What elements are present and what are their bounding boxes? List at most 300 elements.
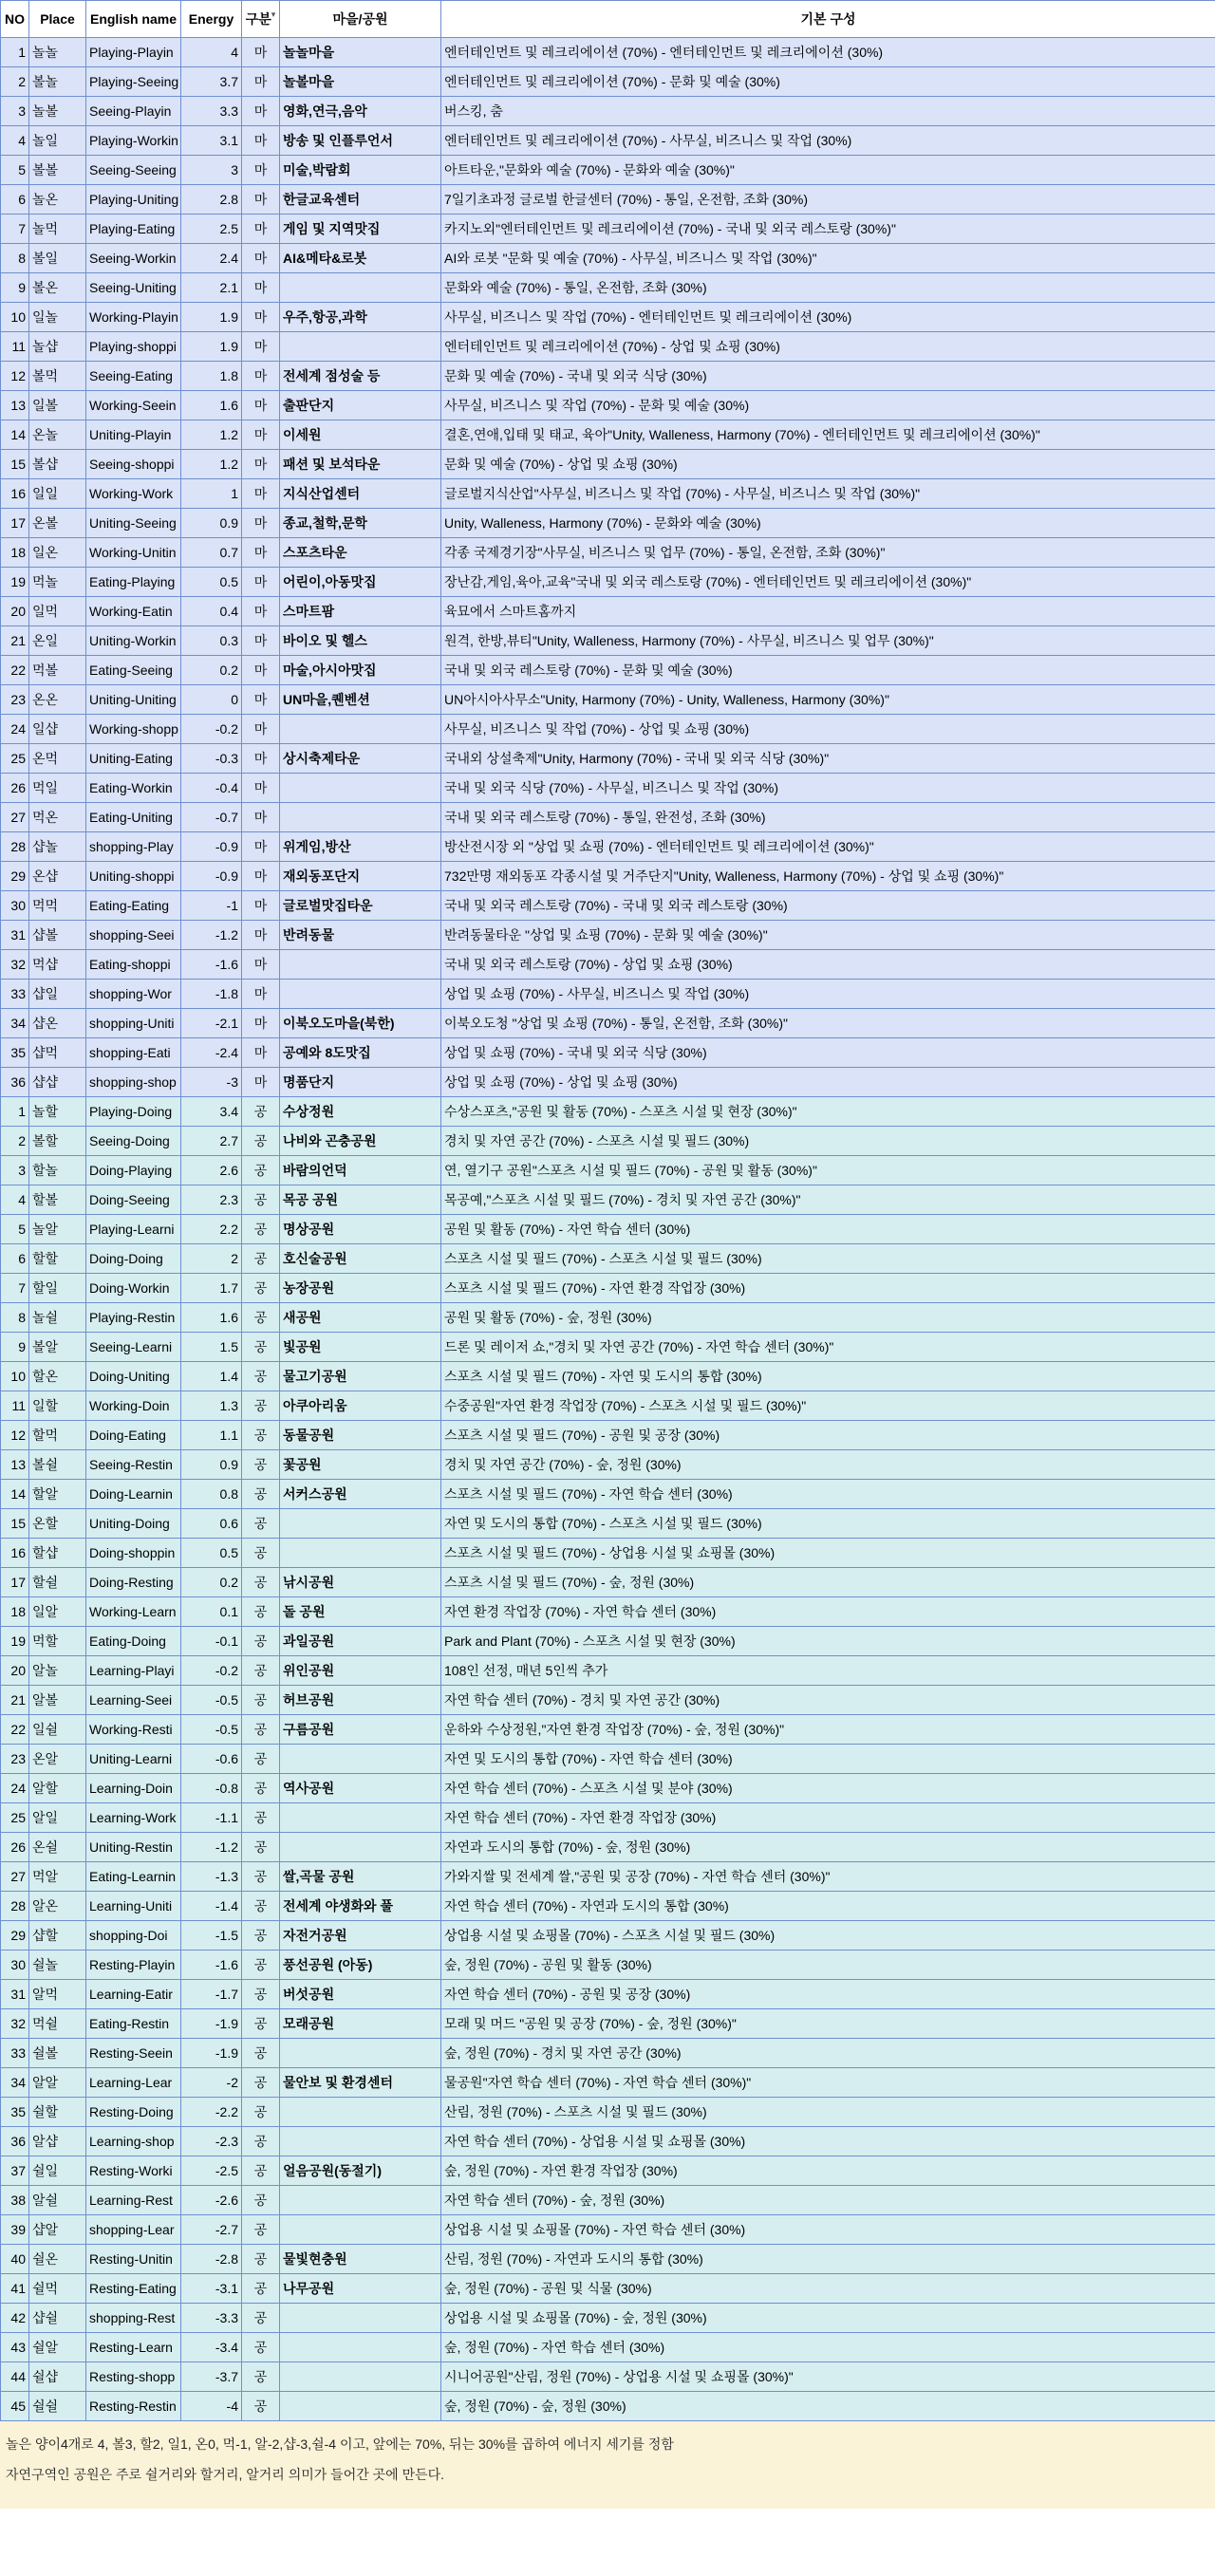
cell-type[interactable]: 공 (242, 1421, 280, 1450)
cell-energy[interactable]: -1.2 (181, 921, 242, 950)
cell-place[interactable]: 알일 (29, 1803, 86, 1833)
cell-energy[interactable]: 0.5 (181, 1539, 242, 1568)
cell-area[interactable]: 놀볼마을 (280, 67, 441, 97)
cell-no[interactable]: 11 (1, 1391, 29, 1421)
cell-energy[interactable]: -0.3 (181, 744, 242, 774)
cell-type[interactable]: 공 (242, 1568, 280, 1597)
table-row[interactable] (1, 803, 1215, 832)
cell-composition[interactable]: 산림, 정원 (70%) - 자연과 도시의 통합 (30%) (441, 2245, 1215, 2274)
cell-composition[interactable]: 사무실, 비즈니스 및 작업 (70%) - 엔터테인먼트 및 레크리에이션 (30%) (441, 303, 1215, 332)
cell-english-name[interactable]: Learning-Rest (86, 2186, 181, 2215)
cell-energy[interactable]: 0.2 (181, 656, 242, 685)
cell-no[interactable]: 40 (1, 2245, 29, 2274)
cell-energy[interactable]: 1.1 (181, 1421, 242, 1450)
table-row[interactable] (1, 950, 1215, 980)
cell-composition[interactable]: 자연과 도시의 통합 (70%) - 숲, 정원 (30%) (441, 1833, 1215, 1862)
cell-composition[interactable]: 숲, 정원 (70%) - 자연 학습 센터 (30%) (441, 2333, 1215, 2362)
cell-energy[interactable]: 1.6 (181, 391, 242, 420)
cell-type[interactable]: 공 (242, 1097, 280, 1127)
cell-place[interactable]: 쉴알 (29, 2333, 86, 2362)
cell-no[interactable]: 15 (1, 450, 29, 479)
cell-area[interactable]: 얼음공원(동절기) (280, 2156, 441, 2186)
cell-composition[interactable]: 국내 및 외국 레스토랑 (70%) - 국내 및 외국 레스토랑 (30%) (441, 891, 1215, 921)
cell-area[interactable]: 바람의언덕 (280, 1156, 441, 1185)
cell-place[interactable]: 온일 (29, 626, 86, 656)
cell-energy[interactable]: -1.8 (181, 980, 242, 1009)
cell-type[interactable]: 마 (242, 215, 280, 244)
table-row[interactable] (1, 1068, 1215, 1097)
cell-place[interactable]: 할일 (29, 1274, 86, 1303)
table-row[interactable] (1, 2274, 1215, 2304)
cell-english-name[interactable]: Learning-shop (86, 2127, 181, 2156)
cell-area[interactable]: 영화,연극,음악 (280, 97, 441, 126)
cell-area[interactable] (280, 950, 441, 980)
cell-place[interactable]: 볼일 (29, 244, 86, 273)
cell-composition[interactable]: 자연 학습 센터 (70%) - 자연 환경 작업장 (30%) (441, 1803, 1215, 1833)
cell-no[interactable]: 18 (1, 538, 29, 568)
cell-type[interactable]: 마 (242, 1009, 280, 1038)
cell-type[interactable]: 공 (242, 1951, 280, 1980)
cell-area[interactable]: 모래공원 (280, 2009, 441, 2039)
cell-energy[interactable]: -3.1 (181, 2274, 242, 2304)
cell-place[interactable]: 샵먹 (29, 1038, 86, 1068)
header-english-name[interactable]: English name (86, 1, 181, 38)
cell-no[interactable]: 14 (1, 1480, 29, 1509)
cell-type[interactable]: 공 (242, 1391, 280, 1421)
table-row[interactable] (1, 1568, 1215, 1597)
cell-place[interactable]: 놀쉴 (29, 1303, 86, 1333)
cell-energy[interactable]: 1.5 (181, 1333, 242, 1362)
cell-composition[interactable]: 스포츠 시설 및 필드 (70%) - 자연 및 도시의 통합 (30%) (441, 1362, 1215, 1391)
cell-place[interactable]: 알먹 (29, 1980, 86, 2009)
cell-place[interactable]: 일샵 (29, 715, 86, 744)
cell-place[interactable]: 볼샵 (29, 450, 86, 479)
cell-composition[interactable]: 각종 국제경기장"사무실, 비즈니스 및 업무 (70%) - 통일, 온전함, 조화 (30%)" (441, 538, 1215, 568)
cell-energy[interactable]: 0.9 (181, 509, 242, 538)
cell-area[interactable] (280, 2127, 441, 2156)
cell-area[interactable]: 아쿠아리움 (280, 1391, 441, 1421)
header-area[interactable]: 마을/공원 (280, 1, 441, 38)
cell-area[interactable]: 우주,항공,과학 (280, 303, 441, 332)
cell-place[interactable]: 놀샵 (29, 332, 86, 362)
cell-no[interactable]: 22 (1, 656, 29, 685)
cell-type[interactable]: 공 (242, 1892, 280, 1921)
cell-english-name[interactable]: Working-Resti (86, 1715, 181, 1745)
cell-english-name[interactable]: Seeing-Eating (86, 362, 181, 391)
cell-no[interactable]: 29 (1, 862, 29, 891)
table-row[interactable] (1, 832, 1215, 862)
cell-energy[interactable]: -2.3 (181, 2127, 242, 2156)
cell-type[interactable]: 공 (242, 1156, 280, 1185)
cell-energy[interactable]: 1 (181, 479, 242, 509)
cell-energy[interactable]: 3.3 (181, 97, 242, 126)
cell-type[interactable]: 마 (242, 156, 280, 185)
cell-area[interactable]: 방송 및 인플루언서 (280, 126, 441, 156)
cell-area[interactable] (280, 715, 441, 744)
cell-english-name[interactable]: Uniting-Playin (86, 420, 181, 450)
cell-no[interactable]: 20 (1, 1656, 29, 1686)
cell-energy[interactable]: -0.4 (181, 774, 242, 803)
table-row[interactable] (1, 921, 1215, 950)
table-row[interactable] (1, 2127, 1215, 2156)
cell-english-name[interactable]: shopping-Seei (86, 921, 181, 950)
cell-composition[interactable]: 스포츠 시설 및 필드 (70%) - 상업용 시설 및 쇼핑몰 (30%) (441, 1539, 1215, 1568)
cell-place[interactable]: 쉴온 (29, 2245, 86, 2274)
table-row[interactable] (1, 744, 1215, 774)
cell-english-name[interactable]: Playing-Learni (86, 1215, 181, 1244)
cell-energy[interactable]: -2.7 (181, 2215, 242, 2245)
cell-english-name[interactable]: Playing-Seeing (86, 67, 181, 97)
cell-type[interactable]: 마 (242, 597, 280, 626)
cell-place[interactable]: 온샵 (29, 862, 86, 891)
cell-area[interactable]: 자전거공원 (280, 1921, 441, 1951)
cell-energy[interactable]: -0.2 (181, 715, 242, 744)
cell-type[interactable]: 마 (242, 1068, 280, 1097)
cell-place[interactable]: 볼볼 (29, 156, 86, 185)
cell-place[interactable]: 놀온 (29, 185, 86, 215)
cell-type[interactable]: 공 (242, 1274, 280, 1303)
cell-english-name[interactable]: Seeing-Learni (86, 1333, 181, 1362)
cell-english-name[interactable]: Working-Doin (86, 1391, 181, 1421)
cell-area[interactable]: 버섯공원 (280, 1980, 441, 2009)
cell-english-name[interactable]: Working-Playin (86, 303, 181, 332)
cell-english-name[interactable]: Eating-Eating (86, 891, 181, 921)
cell-composition[interactable]: 문화와 예술 (70%) - 통일, 온전함, 조화 (30%) (441, 273, 1215, 303)
cell-energy[interactable]: -2.2 (181, 2098, 242, 2127)
cell-composition[interactable]: 자연 학습 센터 (70%) - 경치 및 자연 공간 (30%) (441, 1686, 1215, 1715)
cell-composition[interactable]: 숲, 정원 (70%) - 공원 및 식물 (30%) (441, 2274, 1215, 2304)
cell-english-name[interactable]: Playing-Workin (86, 126, 181, 156)
cell-no[interactable]: 12 (1, 1421, 29, 1450)
cell-composition[interactable]: 버스킹, 춤 (441, 97, 1215, 126)
cell-energy[interactable]: -2.1 (181, 1009, 242, 1038)
cell-type[interactable]: 공 (242, 1921, 280, 1951)
cell-type[interactable]: 마 (242, 67, 280, 97)
cell-composition[interactable]: 문화 및 예술 (70%) - 국내 및 외국 식당 (30%) (441, 362, 1215, 391)
cell-no[interactable]: 3 (1, 97, 29, 126)
cell-english-name[interactable]: shopping-Rest (86, 2304, 181, 2333)
table-row[interactable] (1, 2039, 1215, 2068)
cell-no[interactable]: 21 (1, 1686, 29, 1715)
table-row[interactable] (1, 1185, 1215, 1215)
cell-energy[interactable]: -0.2 (181, 1656, 242, 1686)
cell-area[interactable] (280, 2186, 441, 2215)
cell-composition[interactable]: 스포츠 시설 및 필드 (70%) - 자연 환경 작업장 (30%) (441, 1274, 1215, 1303)
cell-english-name[interactable]: Resting-Playin (86, 1951, 181, 1980)
cell-composition[interactable]: 장난감,게임,육아,교육"국내 및 외국 레스토랑 (70%) - 엔터테인먼트 및 레크리에이션 (30%)" (441, 568, 1215, 597)
cell-no[interactable]: 24 (1, 715, 29, 744)
cell-english-name[interactable]: Doing-Seeing (86, 1185, 181, 1215)
cell-english-name[interactable]: Doing-Learnin (86, 1480, 181, 1509)
cell-no[interactable]: 31 (1, 1980, 29, 2009)
cell-area[interactable] (280, 2039, 441, 2068)
cell-area[interactable]: 물안보 및 환경센터 (280, 2068, 441, 2098)
cell-place[interactable]: 할볼 (29, 1185, 86, 1215)
cell-place[interactable]: 먹놀 (29, 568, 86, 597)
cell-place[interactable]: 쉴볼 (29, 2039, 86, 2068)
cell-area[interactable]: 어린이,아동맛집 (280, 568, 441, 597)
cell-energy[interactable]: 4 (181, 38, 242, 67)
cell-area[interactable]: 위게임,방산 (280, 832, 441, 862)
cell-composition[interactable]: 국내 및 외국 레스토랑 (70%) - 상업 및 쇼핑 (30%) (441, 950, 1215, 980)
cell-no[interactable]: 33 (1, 980, 29, 1009)
cell-place[interactable]: 놀먹 (29, 215, 86, 244)
cell-no[interactable]: 28 (1, 1892, 29, 1921)
cell-type[interactable]: 마 (242, 420, 280, 450)
cell-energy[interactable]: -1.1 (181, 1803, 242, 1833)
cell-area[interactable]: 물빛현충원 (280, 2245, 441, 2274)
cell-composition[interactable]: 상업용 시설 및 쇼핑몰 (70%) - 스포츠 시설 및 필드 (30%) (441, 1921, 1215, 1951)
table-row[interactable] (1, 420, 1215, 450)
table-row[interactable] (1, 1715, 1215, 1745)
cell-english-name[interactable]: Doing-Playing (86, 1156, 181, 1185)
cell-area[interactable]: UN마을,퀜벤션 (280, 685, 441, 715)
table-row[interactable] (1, 626, 1215, 656)
cell-no[interactable]: 23 (1, 1745, 29, 1774)
cell-english-name[interactable]: Uniting-Workin (86, 626, 181, 656)
cell-place[interactable]: 볼놀 (29, 67, 86, 97)
cell-energy[interactable]: -1 (181, 891, 242, 921)
cell-type[interactable]: 마 (242, 685, 280, 715)
table-row[interactable] (1, 1921, 1215, 1951)
cell-type[interactable]: 마 (242, 862, 280, 891)
cell-no[interactable]: 18 (1, 1597, 29, 1627)
cell-place[interactable]: 일쉴 (29, 1715, 86, 1745)
cell-no[interactable]: 26 (1, 1833, 29, 1862)
cell-area[interactable]: 빛공원 (280, 1333, 441, 1362)
cell-composition[interactable]: 숲, 정원 (70%) - 공원 및 활동 (30%) (441, 1951, 1215, 1980)
cell-type[interactable]: 마 (242, 332, 280, 362)
cell-type[interactable]: 마 (242, 538, 280, 568)
cell-no[interactable]: 21 (1, 626, 29, 656)
cell-type[interactable]: 공 (242, 1980, 280, 2009)
cell-english-name[interactable]: Seeing-Doing (86, 1127, 181, 1156)
cell-english-name[interactable]: Doing-Resting (86, 1568, 181, 1597)
cell-area[interactable]: 역사공원 (280, 1774, 441, 1803)
cell-energy[interactable]: 2.5 (181, 215, 242, 244)
cell-type[interactable]: 공 (242, 1303, 280, 1333)
cell-english-name[interactable]: Uniting-Restin (86, 1833, 181, 1862)
cell-place[interactable]: 쉴일 (29, 2156, 86, 2186)
cell-no[interactable]: 36 (1, 1068, 29, 1097)
cell-area[interactable] (280, 2392, 441, 2421)
cell-composition[interactable]: 상업용 시설 및 쇼핑몰 (70%) - 숲, 정원 (30%) (441, 2304, 1215, 2333)
cell-type[interactable]: 공 (242, 1450, 280, 1480)
cell-composition[interactable]: 수중공원"자연 환경 작업장 (70%) - 스포츠 시설 및 필드 (30%)" (441, 1391, 1215, 1421)
cell-area[interactable]: 나비와 곤충공원 (280, 1127, 441, 1156)
cell-type[interactable]: 공 (242, 1333, 280, 1362)
cell-type[interactable]: 마 (242, 656, 280, 685)
cell-area[interactable] (280, 2304, 441, 2333)
cell-composition[interactable]: 스포츠 시설 및 필드 (70%) - 숲, 정원 (30%) (441, 1568, 1215, 1597)
cell-area[interactable]: 이세원 (280, 420, 441, 450)
cell-energy[interactable]: 0.9 (181, 1450, 242, 1480)
cell-composition[interactable]: 엔터테인먼트 및 레크리에이션 (70%) - 엔터테인먼트 및 레크리에이션 (30%) (441, 38, 1215, 67)
cell-type[interactable]: 공 (242, 1509, 280, 1539)
cell-composition[interactable]: 108인 선정, 매년 5인씩 추가 (441, 1656, 1215, 1686)
cell-composition[interactable]: 카지노외"엔터테인먼트 및 레크리에이션 (70%) - 국내 및 외국 레스토랑 (30%)" (441, 215, 1215, 244)
cell-energy[interactable]: -1.9 (181, 2009, 242, 2039)
cell-energy[interactable]: 1.9 (181, 332, 242, 362)
cell-no[interactable]: 1 (1, 1097, 29, 1127)
cell-english-name[interactable]: Doing-Doing (86, 1244, 181, 1274)
cell-english-name[interactable]: Playing-Uniting (86, 185, 181, 215)
cell-energy[interactable]: 0.1 (181, 1597, 242, 1627)
cell-place[interactable]: 일온 (29, 538, 86, 568)
cell-energy[interactable]: -2.8 (181, 2245, 242, 2274)
cell-no[interactable]: 32 (1, 2009, 29, 2039)
cell-composition[interactable]: 모래 및 머드 "공원 및 공장 (70%) - 숲, 정원 (30%)" (441, 2009, 1215, 2039)
cell-english-name[interactable]: Eating-Doing (86, 1627, 181, 1656)
cell-place[interactable]: 먹볼 (29, 656, 86, 685)
cell-type[interactable]: 공 (242, 2304, 280, 2333)
cell-area[interactable]: 출판단지 (280, 391, 441, 420)
cell-english-name[interactable]: Eating-Uniting (86, 803, 181, 832)
cell-place[interactable]: 놀할 (29, 1097, 86, 1127)
cell-type[interactable]: 공 (242, 1833, 280, 1862)
cell-energy[interactable]: 0.5 (181, 568, 242, 597)
cell-place[interactable]: 샵일 (29, 980, 86, 1009)
table-row[interactable] (1, 273, 1215, 303)
cell-composition[interactable]: 산림, 정원 (70%) - 스포츠 시설 및 필드 (30%) (441, 2098, 1215, 2127)
cell-type[interactable]: 마 (242, 303, 280, 332)
cell-type[interactable]: 공 (242, 2274, 280, 2304)
cell-place[interactable]: 할쉴 (29, 1568, 86, 1597)
cell-place[interactable]: 샵샵 (29, 1068, 86, 1097)
cell-type[interactable]: 공 (242, 2186, 280, 2215)
cell-english-name[interactable]: shopping-Eati (86, 1038, 181, 1068)
cell-composition[interactable]: 가와지쌀 및 전세계 쌀,"공원 및 공장 (70%) - 자연 학습 센터 (30%)" (441, 1862, 1215, 1892)
cell-energy[interactable]: -0.9 (181, 862, 242, 891)
cell-composition[interactable]: 운하와 수상정원,"자연 환경 작업장 (70%) - 숲, 정원 (30%)" (441, 1715, 1215, 1745)
cell-energy[interactable]: 1.4 (181, 1362, 242, 1391)
cell-no[interactable]: 13 (1, 1450, 29, 1480)
cell-place[interactable]: 쉴먹 (29, 2274, 86, 2304)
table-row[interactable] (1, 1362, 1215, 1391)
cell-energy[interactable]: -1.3 (181, 1862, 242, 1892)
cell-type[interactable]: 마 (242, 509, 280, 538)
cell-no[interactable]: 41 (1, 2274, 29, 2304)
cell-english-name[interactable]: Working-Unitin (86, 538, 181, 568)
cell-type[interactable]: 공 (242, 1686, 280, 1715)
cell-energy[interactable]: 1.2 (181, 450, 242, 479)
cell-composition[interactable]: 상업용 시설 및 쇼핑몰 (70%) - 자연 학습 센터 (30%) (441, 2215, 1215, 2245)
cell-english-name[interactable]: Resting-Worki (86, 2156, 181, 2186)
cell-energy[interactable]: -1.9 (181, 2039, 242, 2068)
cell-composition[interactable]: 아트타운,"문화와 예술 (70%) - 문화와 예술 (30%)" (441, 156, 1215, 185)
cell-composition[interactable]: 자연 및 도시의 통합 (70%) - 자연 학습 센터 (30%) (441, 1745, 1215, 1774)
cell-place[interactable]: 할온 (29, 1362, 86, 1391)
header-no[interactable]: NO (1, 1, 29, 38)
cell-no[interactable]: 20 (1, 597, 29, 626)
cell-english-name[interactable]: Playing-Restin (86, 1303, 181, 1333)
cell-type[interactable]: 공 (242, 2098, 280, 2127)
cell-composition[interactable]: 시니어공원"산림, 정원 (70%) - 상업용 시설 및 쇼핑몰 (30%)" (441, 2362, 1215, 2392)
table-row[interactable] (1, 185, 1215, 215)
cell-composition[interactable]: 숲, 정원 (70%) - 자연 환경 작업장 (30%) (441, 2156, 1215, 2186)
cell-english-name[interactable]: shopping-Uniti (86, 1009, 181, 1038)
cell-english-name[interactable]: Resting-Eating (86, 2274, 181, 2304)
cell-area[interactable] (280, 1539, 441, 1568)
cell-english-name[interactable]: shopping-Doi (86, 1921, 181, 1951)
cell-area[interactable]: 수상정원 (280, 1097, 441, 1127)
cell-area[interactable]: 쌀,곡물 공원 (280, 1862, 441, 1892)
cell-no[interactable]: 7 (1, 1274, 29, 1303)
cell-no[interactable]: 24 (1, 1774, 29, 1803)
cell-energy[interactable]: 2.8 (181, 185, 242, 215)
cell-no[interactable]: 37 (1, 2156, 29, 2186)
cell-place[interactable]: 샵할 (29, 1921, 86, 1951)
cell-place[interactable]: 먹알 (29, 1862, 86, 1892)
cell-energy[interactable]: -2 (181, 2068, 242, 2098)
cell-english-name[interactable]: Eating-Playing (86, 568, 181, 597)
table-row[interactable] (1, 1803, 1215, 1833)
table-row[interactable] (1, 2362, 1215, 2392)
cell-energy[interactable]: -1.6 (181, 1951, 242, 1980)
cell-composition[interactable]: 물공원"자연 학습 센터 (70%) - 자연 학습 센터 (30%)" (441, 2068, 1215, 2098)
table-row[interactable] (1, 1833, 1215, 1862)
cell-place[interactable]: 알샵 (29, 2127, 86, 2156)
cell-no[interactable]: 25 (1, 744, 29, 774)
cell-place[interactable]: 놀놀 (29, 38, 86, 67)
cell-english-name[interactable]: Working-shopp (86, 715, 181, 744)
cell-place[interactable]: 알온 (29, 1892, 86, 1921)
cell-composition[interactable]: UN아시아사무소"Unity, Harmony (70%) - Unity, Walleness, Harmony (30%)" (441, 685, 1215, 715)
cell-no[interactable]: 30 (1, 891, 29, 921)
cell-english-name[interactable]: Eating-Restin (86, 2009, 181, 2039)
cell-no[interactable]: 3 (1, 1156, 29, 1185)
cell-composition[interactable]: 자연 학습 센터 (70%) - 스포츠 시설 및 분야 (30%) (441, 1774, 1215, 1803)
table-row[interactable] (1, 1038, 1215, 1068)
cell-composition[interactable]: 이북오도청 "상업 및 쇼핑 (70%) - 통일, 온전함, 조화 (30%)" (441, 1009, 1215, 1038)
cell-area[interactable]: 반려동물 (280, 921, 441, 950)
cell-place[interactable]: 온온 (29, 685, 86, 715)
cell-composition[interactable]: 자연 학습 센터 (70%) - 자연과 도시의 통합 (30%) (441, 1892, 1215, 1921)
cell-type[interactable]: 마 (242, 891, 280, 921)
cell-english-name[interactable]: Playing-shoppi (86, 332, 181, 362)
cell-type[interactable]: 공 (242, 1362, 280, 1391)
cell-area[interactable]: 서커스공원 (280, 1480, 441, 1509)
cell-composition[interactable]: 상업 및 쇼핑 (70%) - 상업 및 쇼핑 (30%) (441, 1068, 1215, 1097)
cell-no[interactable]: 6 (1, 185, 29, 215)
cell-no[interactable]: 43 (1, 2333, 29, 2362)
table-row[interactable] (1, 332, 1215, 362)
cell-english-name[interactable]: Resting-Seein (86, 2039, 181, 2068)
table-row[interactable] (1, 2186, 1215, 2215)
cell-type[interactable]: 마 (242, 185, 280, 215)
cell-place[interactable]: 알할 (29, 1774, 86, 1803)
cell-composition[interactable]: 문화 및 예술 (70%) - 상업 및 쇼핑 (30%) (441, 450, 1215, 479)
cell-no[interactable]: 6 (1, 1244, 29, 1274)
cell-area[interactable]: 놀놀마을 (280, 38, 441, 67)
table-row[interactable] (1, 715, 1215, 744)
table-row[interactable] (1, 97, 1215, 126)
cell-type[interactable]: 마 (242, 626, 280, 656)
cell-no[interactable]: 33 (1, 2039, 29, 2068)
table-row[interactable] (1, 2304, 1215, 2333)
cell-area[interactable]: 호신술공원 (280, 1244, 441, 1274)
cell-no[interactable]: 5 (1, 1215, 29, 1244)
cell-energy[interactable]: -1.5 (181, 1921, 242, 1951)
cell-energy[interactable]: -0.7 (181, 803, 242, 832)
cell-type[interactable]: 공 (242, 1745, 280, 1774)
cell-no[interactable]: 26 (1, 774, 29, 803)
table-row[interactable] (1, 1951, 1215, 1980)
cell-area[interactable]: 재외동포단지 (280, 862, 441, 891)
cell-no[interactable]: 8 (1, 1303, 29, 1333)
cell-no[interactable]: 5 (1, 156, 29, 185)
cell-english-name[interactable]: shopping-Play (86, 832, 181, 862)
